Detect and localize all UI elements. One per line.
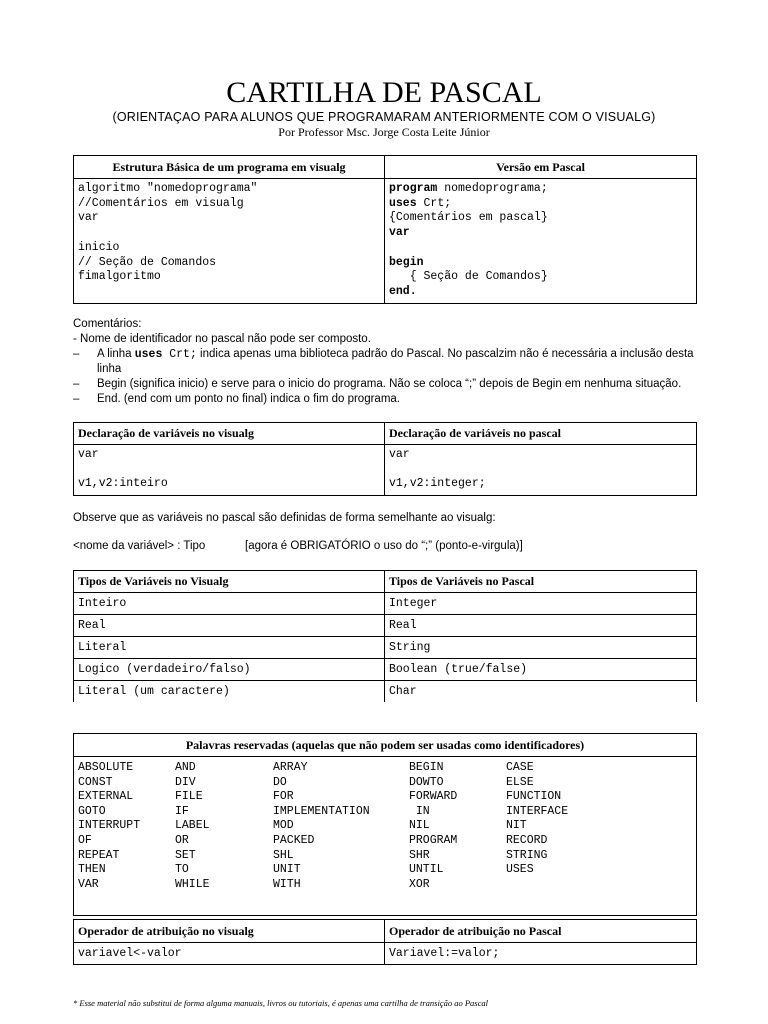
pascal-code-line xyxy=(389,197,692,212)
pascal-code-line xyxy=(389,285,692,300)
pascal-keyword: end. xyxy=(389,284,417,298)
code-line xyxy=(389,463,692,478)
code-keyword: uses xyxy=(134,348,163,361)
code-line: var xyxy=(389,448,410,461)
comment-text: indica apenas uma biblioteca padrão do Pascal. No pascalzim não é necessária a inclusão desta linha xyxy=(97,348,694,375)
assignment-pascal-value: Variavel:=valor; xyxy=(385,943,697,965)
visualg-code-line: algoritmo "nomedoprograma" xyxy=(78,182,258,195)
type-cell: Char xyxy=(385,681,697,703)
reserved-words-column: BEGIN DOWTO FORWARD IN NIL PROGRAM SHR UNTIL XOR xyxy=(409,761,458,891)
structure-visualg-header: Estrutura Básica de um programa em visualg xyxy=(74,156,385,179)
table-row xyxy=(74,659,697,681)
bullet-dash: – xyxy=(73,378,80,390)
reserved-words-cell xyxy=(74,757,697,916)
page-title: CARTILHA DE PASCAL xyxy=(226,76,542,109)
comment-line: - Nome de identificador no pascal não pode ser composto. xyxy=(73,333,371,345)
pascal-code-line: { Seção de Comandos} xyxy=(389,270,548,284)
bullet-dash: – xyxy=(73,393,80,405)
pascal-code-line xyxy=(389,182,692,197)
visualg-code-cell xyxy=(74,179,385,304)
declaration-table xyxy=(73,422,697,496)
pascal-code-line xyxy=(389,256,692,271)
visualg-code-line: var xyxy=(78,211,99,225)
table-row xyxy=(74,615,697,637)
pascal-keyword: var xyxy=(389,226,410,240)
declaration-format-note: [agora é OBRIGATÓRIO o uso do “;” (ponto-e-virgula)] xyxy=(245,540,523,552)
table-row xyxy=(74,681,697,703)
visualg-code-line: // Seção de Comandos xyxy=(78,255,217,269)
comment-text: End. (end com um ponto no final) indica o fim do programa. xyxy=(97,393,400,405)
pascal-keyword: program xyxy=(389,182,438,195)
author-line: Por Professor Msc. Jorge Costa Leite Júnior xyxy=(278,125,490,139)
visualg-code-line: fimalgoritmo xyxy=(78,270,161,284)
type-cell: Literal (um caractere) xyxy=(74,681,385,703)
structure-pascal-header: Versão em Pascal xyxy=(385,156,697,179)
type-cell: Inteiro xyxy=(74,593,385,615)
type-cell: String xyxy=(385,637,697,659)
observation-text: Observe que as variáveis no pascal são definidas de forma semelhante ao visualg: xyxy=(73,512,496,524)
visualg-code-line: //Comentários em visualg xyxy=(78,196,244,210)
pascal-code-line xyxy=(389,226,692,241)
page-subtitle: (ORIENTAÇAO PARA ALUNOS QUE PROGRAMARAM ANTERIORMENTE COM O VISUALG) xyxy=(112,110,656,124)
footnote: * Esse material não substitui de forma alguma manuais, livros ou tutoriais, é apenas uma cartilha de transição ao Pascal xyxy=(73,998,488,1008)
pascal-code-text: nomedoprograma; xyxy=(437,182,548,195)
table-row xyxy=(74,593,697,615)
code-line: var xyxy=(78,448,99,461)
type-cell: Real xyxy=(385,615,697,637)
code-line xyxy=(78,463,380,478)
comments-section xyxy=(73,317,713,407)
assignment-visualg-header: Operador de atribuição no visualg xyxy=(74,920,385,943)
pascal-keyword: uses xyxy=(389,196,417,210)
type-cell: Boolean (true/false) xyxy=(385,659,697,681)
comment-text: A linha xyxy=(97,348,135,360)
type-cell: Literal xyxy=(74,637,385,659)
type-cell: Logico (verdadeiro/falso) xyxy=(74,659,385,681)
declaration-pascal-header: Declaração de variáveis no pascal xyxy=(385,423,697,445)
table-row xyxy=(74,637,697,659)
pascal-keyword: begin xyxy=(389,255,424,269)
type-cell: Real xyxy=(74,615,385,637)
reserved-words-column: ABSOLUTE CONST EXTERNAL GOTO INTERRUPT OF REPEAT THEN VAR xyxy=(78,761,141,891)
assignment-pascal-header: Operador de atribuição no Pascal xyxy=(385,920,697,943)
code-line: v1,v2:inteiro xyxy=(78,477,168,491)
comment-bullet xyxy=(73,347,713,377)
reserved-words-column: CASE ELSE FUNCTION INTERFACE NIT RECORD STRING USES xyxy=(506,761,569,877)
types-table xyxy=(73,570,697,702)
assignment-visualg-value: variavel<-valor xyxy=(74,943,385,965)
table-row xyxy=(74,943,697,965)
comment-bullet xyxy=(73,377,713,392)
code-line: v1,v2:integer; xyxy=(389,477,486,491)
declaration-format: <nome da variável> : Tipo xyxy=(73,540,206,552)
type-cell: Integer xyxy=(385,593,697,615)
comments-heading: Comentários: xyxy=(73,318,142,330)
pascal-code-text: Crt; xyxy=(416,196,452,210)
pascal-code-line: {Comentários em pascal} xyxy=(389,211,548,225)
assignment-table xyxy=(73,919,697,965)
reserved-words-grid xyxy=(74,757,696,915)
declaration-visualg-cell xyxy=(74,445,385,496)
bullet-dash: – xyxy=(73,348,80,360)
pascal-code-cell xyxy=(385,179,697,304)
comment-bullet xyxy=(73,392,713,407)
visualg-code-line xyxy=(78,226,380,241)
types-pascal-header: Tipos de Variáveis no Pascal xyxy=(385,571,697,593)
declaration-pascal-cell xyxy=(385,445,697,496)
reserved-words-column: AND DIV FILE IF LABEL OR SET TO WHILE xyxy=(175,761,210,891)
reserved-words-table xyxy=(73,733,697,916)
comment-text: Begin (significa inicio) e serve para o inicio do programa. Não se coloca “;” depois de Begin em nenhuma situação. xyxy=(97,378,682,390)
types-visualg-header: Tipos de Variáveis no Visualg xyxy=(74,571,385,593)
reserved-words-header: Palavras reservadas (aquelas que não podem ser usadas como identificadores) xyxy=(74,734,697,757)
visualg-code-line: inicio xyxy=(78,240,120,254)
declaration-visualg-header: Declaração de variáveis no visualg xyxy=(74,423,385,445)
code-text: Crt; xyxy=(162,348,197,361)
pascal-code-line xyxy=(389,241,692,256)
structure-table xyxy=(73,155,697,304)
reserved-words-column: ARRAY DO FOR IMPLEMENTATION MOD PACKED SHL UNIT WITH xyxy=(273,761,370,891)
